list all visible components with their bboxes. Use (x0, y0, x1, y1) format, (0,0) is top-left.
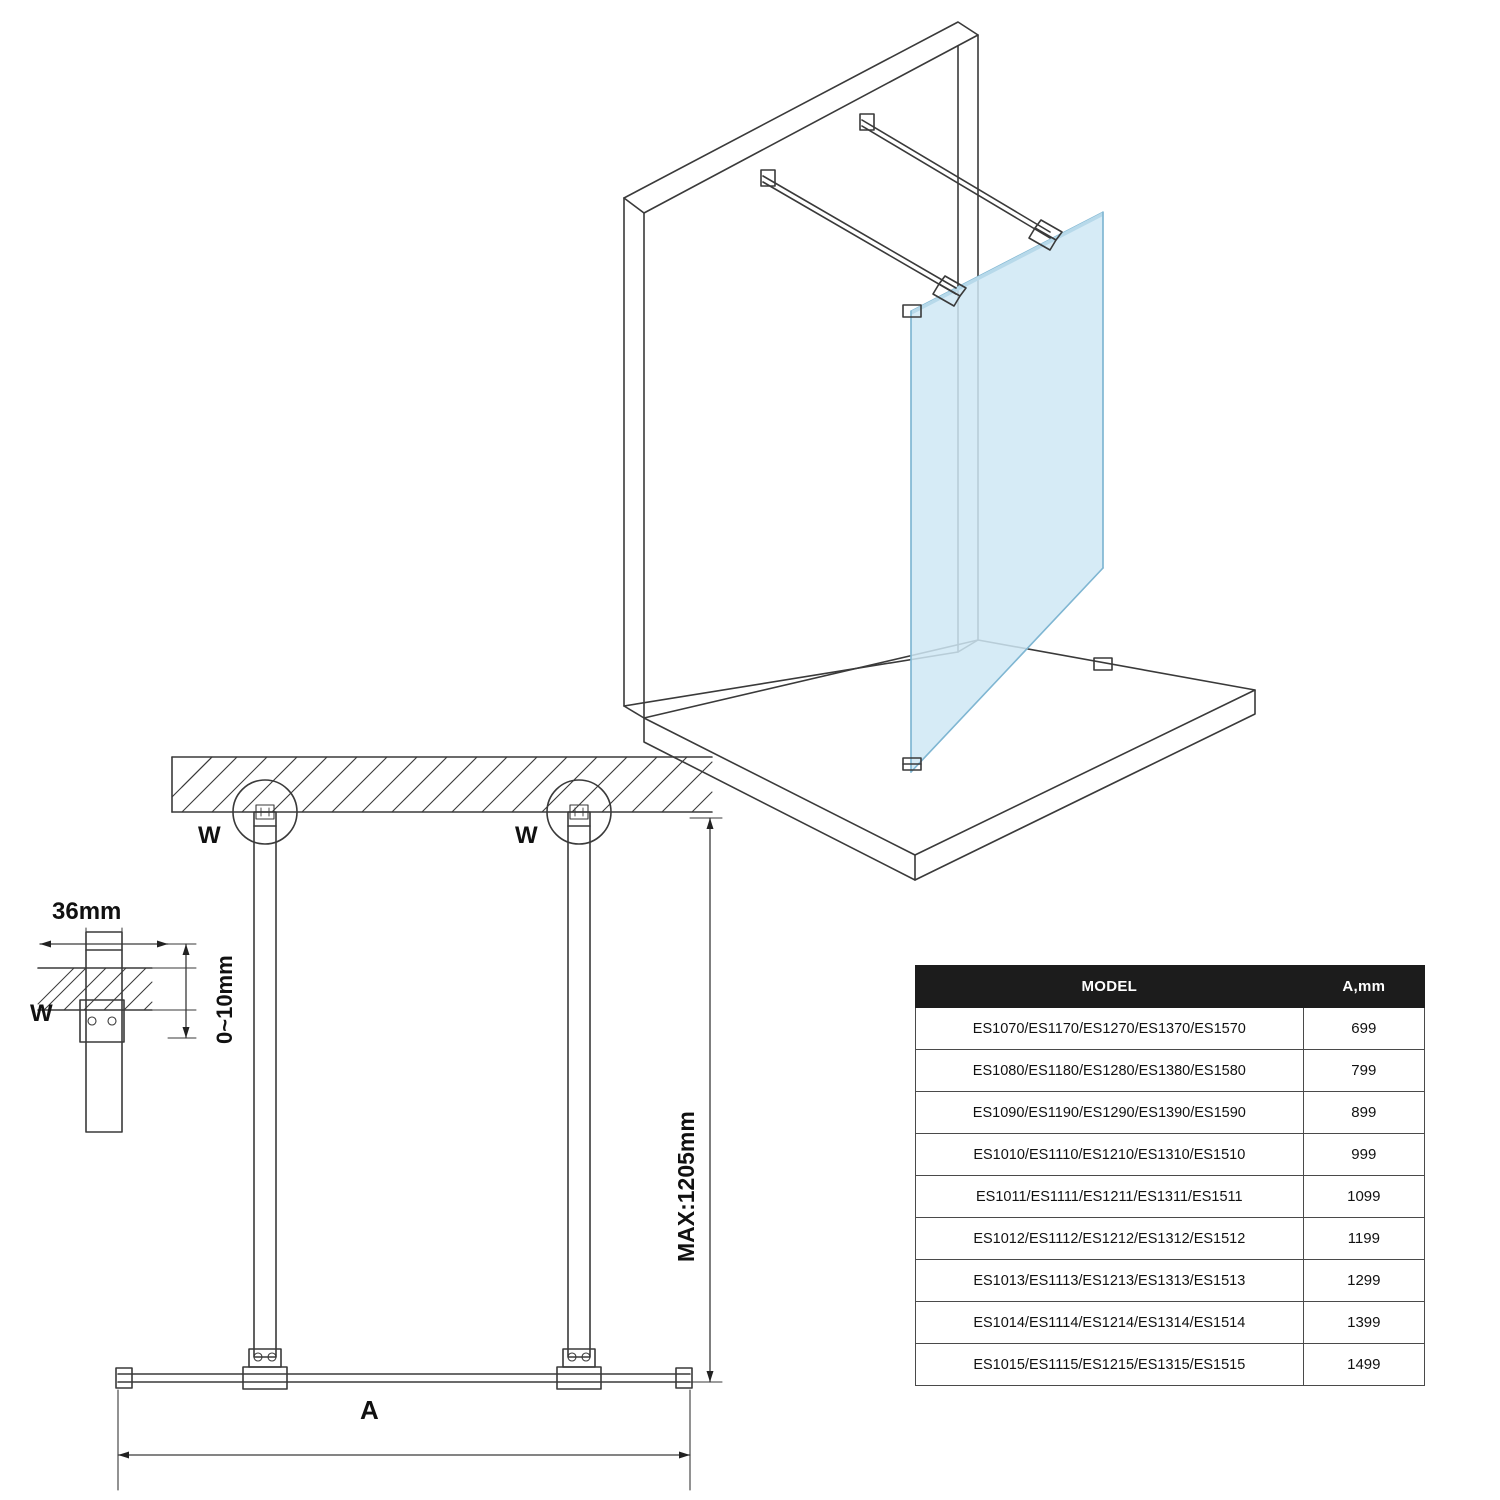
table-header (916, 966, 1425, 1008)
iso-support-bar-front (761, 170, 966, 306)
table-row (916, 1176, 1425, 1218)
model-spec-table (915, 965, 1425, 1386)
label-thickness-36mm: 36mm (52, 898, 122, 925)
detail-view (38, 928, 196, 1132)
table-body (916, 1008, 1425, 1386)
iso-glass-panel (911, 212, 1103, 772)
label-w-ceiling-left: W (198, 822, 221, 849)
cell-model: ES1013/ES1113/ES1213/ES1313/ES1513 (916, 1260, 1304, 1302)
cell-model: ES1010/ES1110/ES1210/ES1310/ES1510 (916, 1134, 1304, 1176)
cell-a: 899 (1303, 1092, 1424, 1134)
vertical-bar-right (568, 812, 590, 1357)
table-row (916, 1050, 1425, 1092)
ceiling-hatch (172, 757, 712, 812)
label-w-ceiling-right: W (515, 822, 538, 849)
label-max-height: MAX:1205mm (673, 1111, 699, 1262)
cell-a: 1099 (1303, 1176, 1424, 1218)
cell-a: 1199 (1303, 1218, 1424, 1260)
column-header-a: A,mm (1303, 966, 1424, 1008)
cell-model: ES1014/ES1114/ES1214/ES1314/ES1514 (916, 1302, 1304, 1344)
table-row (916, 1302, 1425, 1344)
cell-a: 1399 (1303, 1302, 1424, 1344)
cell-model: ES1080/ES1180/ES1280/ES1380/ES1580 (916, 1050, 1304, 1092)
bottom-clamp-right (557, 1349, 601, 1389)
label-gap-0-10mm: 0~10mm (212, 955, 237, 1044)
table-row (916, 1134, 1425, 1176)
column-header-model: MODEL (916, 966, 1304, 1008)
bottom-clamp-left (243, 1349, 287, 1389)
table-row (916, 1008, 1425, 1050)
table-row (916, 1092, 1425, 1134)
cell-model: ES1070/ES1170/ES1270/ES1370/ES1570 (916, 1008, 1304, 1050)
vertical-bar-left (254, 812, 276, 1357)
table-row (916, 1260, 1425, 1302)
dimension-max-height (690, 818, 722, 1382)
table-row (916, 1344, 1425, 1386)
cell-a: 799 (1303, 1050, 1424, 1092)
cell-a: 699 (1303, 1008, 1424, 1050)
iso-support-bar-back (860, 114, 1062, 250)
cell-a: 1499 (1303, 1344, 1424, 1386)
glass-edge-bottom (116, 1368, 692, 1388)
cell-model: ES1015/ES1115/ES1215/ES1315/ES1515 (916, 1344, 1304, 1386)
dimension-width-a (118, 1390, 690, 1490)
cell-model: ES1011/ES1111/ES1211/ES1311/ES1511 (916, 1176, 1304, 1218)
cell-model: ES1012/ES1112/ES1212/ES1312/ES1512 (916, 1218, 1304, 1260)
label-w-detail: W (30, 1000, 53, 1027)
label-width-a: A (360, 1395, 379, 1425)
table-header-row (916, 966, 1425, 1008)
cell-a: 999 (1303, 1134, 1424, 1176)
table-row (916, 1218, 1425, 1260)
cell-a: 1299 (1303, 1260, 1424, 1302)
cell-model: ES1090/ES1190/ES1290/ES1390/ES1590 (916, 1092, 1304, 1134)
